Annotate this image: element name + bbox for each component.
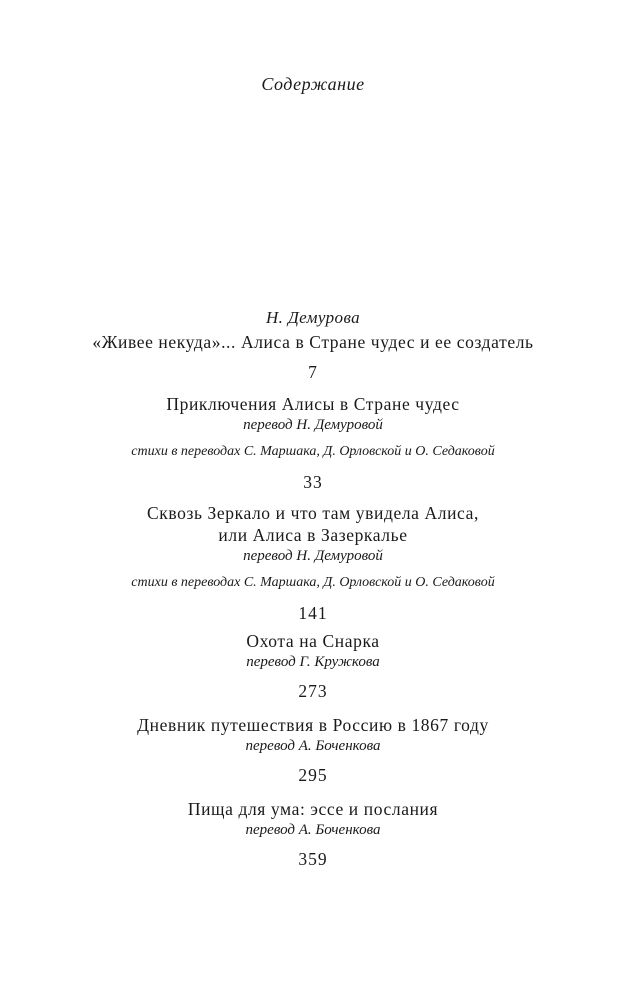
toc-entry-wonderland bbox=[0, 393, 626, 493]
entry-page-number: 359 bbox=[298, 849, 328, 869]
page-title: Содержание bbox=[261, 74, 365, 94]
entry-page-number: 7 bbox=[308, 362, 318, 382]
toc-entry-food-for-thought bbox=[0, 798, 626, 870]
entry-title-line-2: или Алиса в Зазеркалье bbox=[218, 525, 408, 545]
entry-translator: перевод Н. Демуровой bbox=[243, 548, 383, 564]
entry-translator: перевод А. Боченкова bbox=[245, 738, 381, 754]
toc-entry-demurova-essay bbox=[0, 307, 626, 383]
entry-page-number: 141 bbox=[298, 603, 328, 623]
entry-title: Дневник путешествия в Россию в 1867 году bbox=[137, 715, 489, 735]
entry-poems-credit: стихи в переводах С. Маршака, Д. Орловской и О. Седаковой bbox=[131, 575, 495, 590]
entry-poems-credit: стихи в переводах С. Маршака, Д. Орловской и О. Седаковой bbox=[131, 444, 495, 459]
entry-title: Охота на Снарка bbox=[246, 631, 380, 651]
toc-entry-russian-journal bbox=[0, 714, 626, 786]
entry-author: Н. Демурова bbox=[265, 308, 361, 327]
entry-translator: перевод Н. Демуровой bbox=[243, 417, 383, 433]
entry-title: «Живее некуда»... Алиса в Стране чудес и ее создатель bbox=[92, 332, 534, 352]
entry-translator: перевод А. Боченкова bbox=[245, 822, 381, 838]
toc-entry-looking-glass bbox=[0, 502, 626, 624]
entry-page-number: 295 bbox=[298, 765, 328, 785]
toc-entry-snark bbox=[0, 630, 626, 702]
entry-title-line-1: Сквозь Зеркало и что там увидела Алиса, bbox=[147, 503, 479, 523]
entry-title: Пища для ума: эссе и послания bbox=[187, 799, 439, 819]
entry-page-number: 273 bbox=[298, 681, 328, 701]
entry-page-number: 33 bbox=[303, 472, 323, 492]
entry-translator: перевод Г. Кружкова bbox=[246, 654, 380, 670]
entry-title: Приключения Алисы в Стране чудес bbox=[166, 394, 460, 414]
